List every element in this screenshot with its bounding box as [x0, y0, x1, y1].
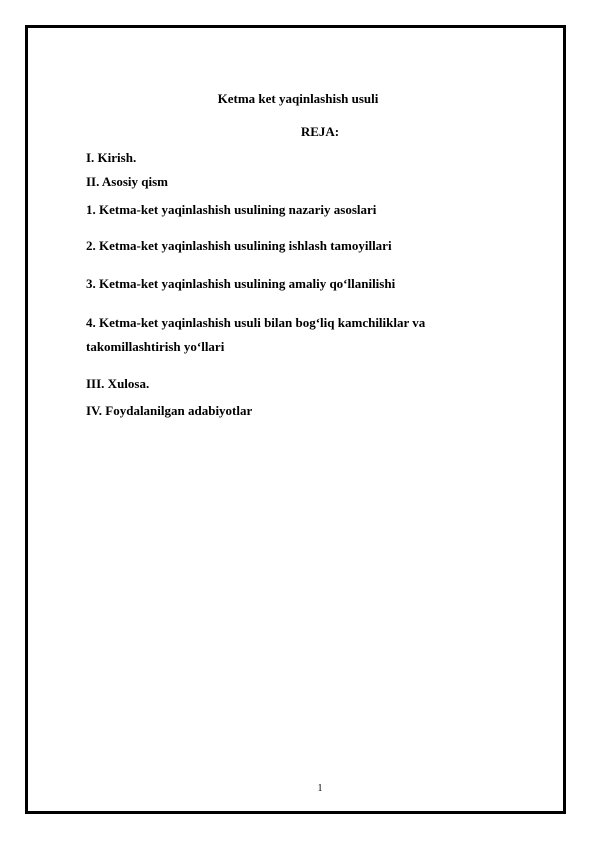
outline-item-4: 4. Ketma-ket yaqinlashish usuli bilan bog‘liq kamchiliklar va: [86, 315, 426, 330]
outline-item-1: 1. Ketma-ket yaqinlashish usulining nazariy asoslari: [86, 202, 377, 217]
outline-item-conclusion: III. Xulosa.: [86, 376, 150, 391]
outline-item-intro: I. Kirish.: [86, 150, 137, 165]
plan-heading: REJA:: [300, 124, 340, 139]
outline-item-main: II. Asosiy qism: [86, 174, 168, 189]
outline-item-references: IV. Foydalanilgan adabiyotlar: [86, 403, 253, 418]
page-border: [25, 25, 566, 814]
outline-item-4-continued: takomillashtirish yo‘llari: [86, 339, 225, 354]
outline-item-2: 2. Ketma-ket yaqinlashish usulining ishlash tamoyillari: [86, 238, 392, 253]
document-title: Ketma ket yaqinlashish usuli: [217, 91, 379, 106]
page-number: 1: [317, 783, 323, 794]
outline-item-3: 3. Ketma-ket yaqinlashish usulining amaliy qo‘llanilishi: [86, 276, 396, 291]
